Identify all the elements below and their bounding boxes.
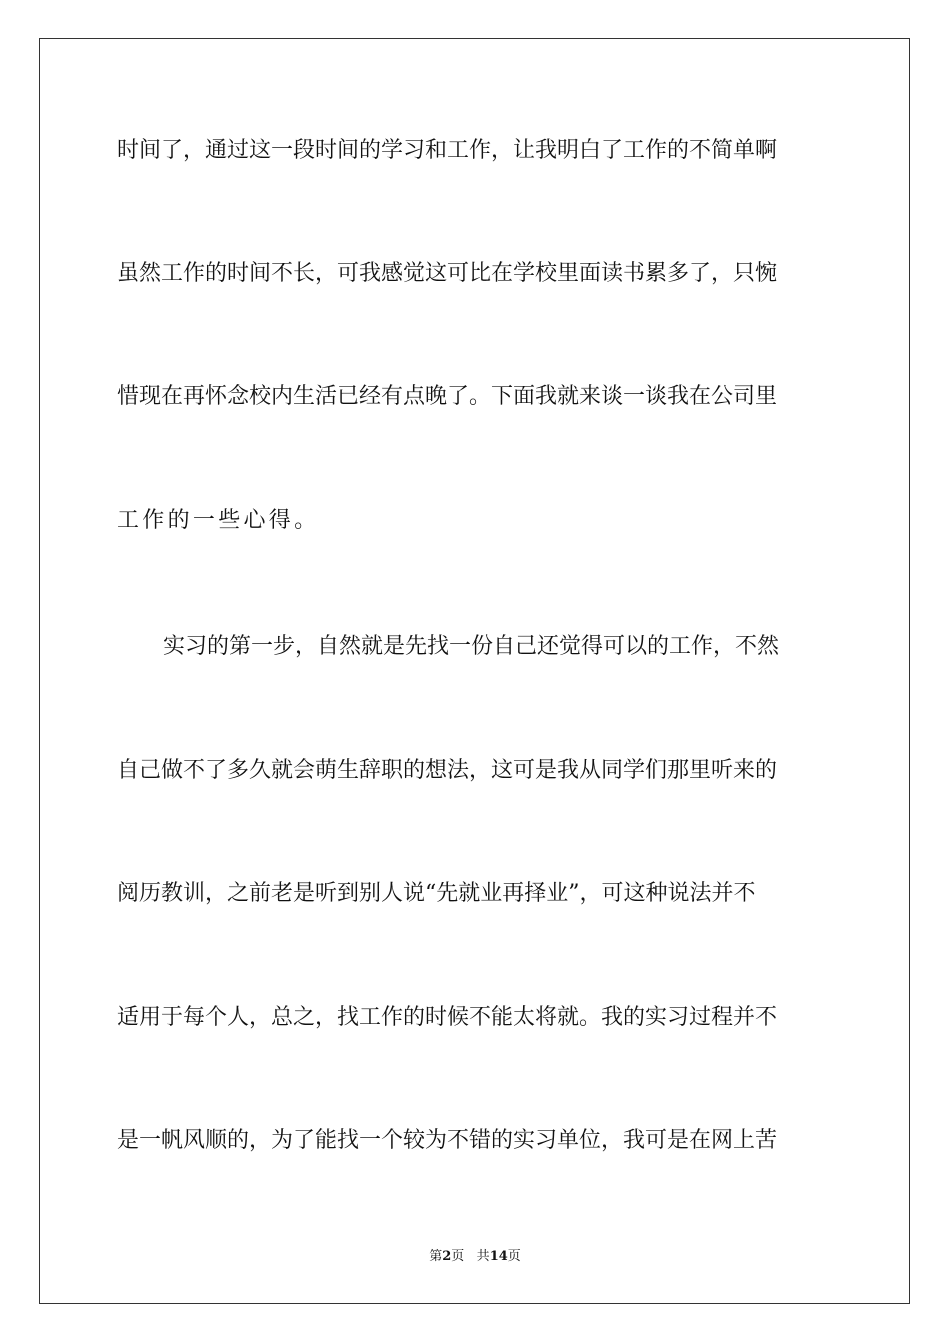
page-prefix: 第 <box>429 1249 443 1264</box>
total-prefix: 共 <box>476 1249 490 1264</box>
page-footer <box>0 1248 950 1266</box>
total-suffix: 页 <box>507 1249 521 1264</box>
text-line-4: 工作的一些心得。 <box>117 508 320 533</box>
text-line-6: 自己做不了多久就会萌生辞职的想法，这可是我从同学们那里听来的 <box>117 758 778 783</box>
text-line-3: 惜现在再怀念校内生活已经有点晚了。下面我就来谈一谈我在公司里 <box>117 384 778 409</box>
text-line-2: 虽然工作的时间不长，可我感觉这可比在学校里面读书累多了，只惋 <box>117 261 778 286</box>
text-line-9: 是一帆风顺的，为了能找一个较为不错的实习单位，我可是在网上苦 <box>117 1128 778 1153</box>
page-border <box>39 38 910 1304</box>
text-line-5-paragraph-start: 实习的第一步，自然就是先找一份自己还觉得可以的工作，不然 <box>163 634 780 659</box>
page-suffix: 页 <box>451 1249 465 1264</box>
text-line-7: 阅历教训，之前老是听到别人说“先就业再择业”，可这种说法并不 <box>117 881 756 906</box>
text-line-8: 适用于每个人，总之，找工作的时候不能太将就。我的实习过程并不 <box>117 1005 778 1030</box>
page-number: 2 <box>442 1249 452 1264</box>
total-pages: 14 <box>489 1249 508 1264</box>
text-line-1: 时间了，通过这一段时间的学习和工作，让我明白了工作的不简单啊 <box>117 138 778 163</box>
